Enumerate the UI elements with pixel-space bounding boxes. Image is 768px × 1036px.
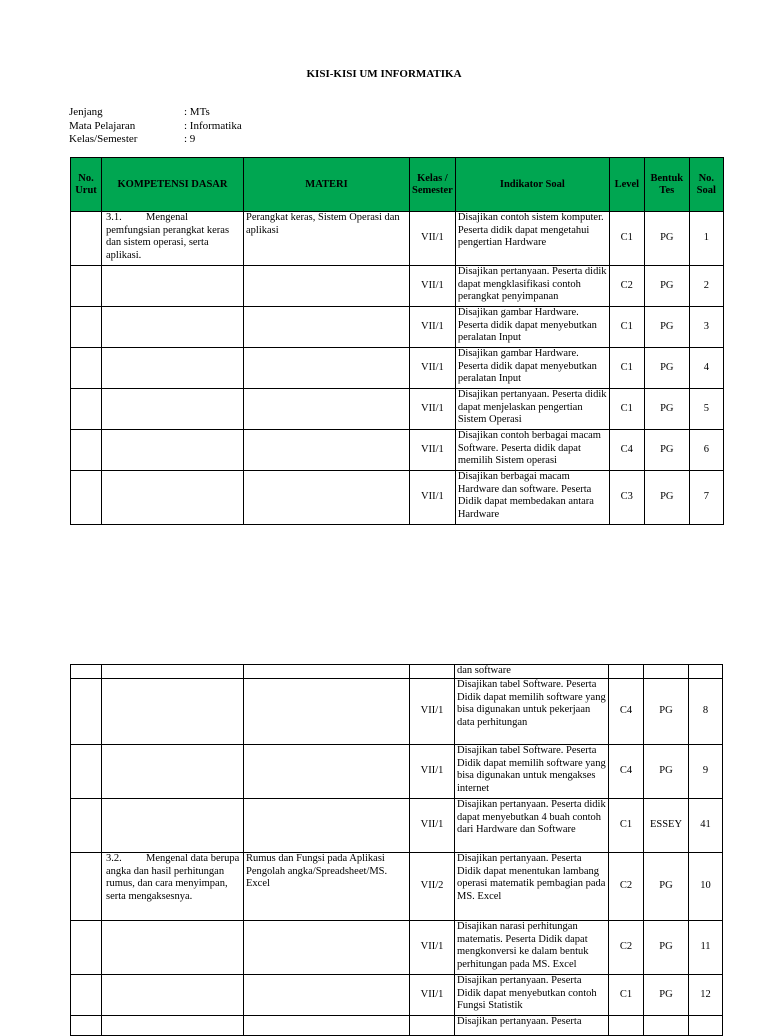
- cell-kompetensi: [102, 665, 244, 679]
- kd-text: Mengenal data berupa angka dan hasil perhitungan rumus, dan cara menyimpan, serta mengaksesnya.: [106, 853, 240, 902]
- cell-indikator: Disajikan contoh sistem komputer. Peserta didik dapat mengetahui pengertian Hardware: [455, 212, 609, 266]
- cell-level: C1: [609, 975, 644, 1016]
- meta-row-mapel: [69, 120, 242, 134]
- table-header-row: [71, 158, 724, 212]
- cell-bentuk: PG: [644, 745, 689, 799]
- cell-no-soal: 12: [689, 975, 723, 1016]
- cell-bentuk: [644, 1016, 689, 1036]
- cell-bentuk: PG: [644, 430, 689, 471]
- cell-indikator: Disajikan pertanyaan. Peserta: [455, 1016, 609, 1036]
- cell-kelas: VII/1: [410, 679, 455, 745]
- cell-no-soal: 5: [689, 389, 723, 430]
- cell-no-soal: 1: [689, 212, 723, 266]
- cell-indikator: Disajikan berbagai macam Hardware dan software. Peserta Didik dapat membedakan antara Hardware: [455, 471, 609, 525]
- cell-kompetensi: [102, 430, 244, 471]
- cell-no-urut: [71, 799, 102, 853]
- cell-no-soal: 8: [689, 679, 723, 745]
- cell-level: C4: [609, 679, 644, 745]
- cell-no-soal: 6: [689, 430, 723, 471]
- table-row: [71, 853, 723, 921]
- cell-indikator: Disajikan contoh berbagai macam Software. Peserta didik dapat memilih Sistem operasi: [455, 430, 609, 471]
- header-kompetensi: KOMPETENSI DASAR: [102, 158, 244, 212]
- meta-row-kelas: [69, 133, 242, 147]
- cell-indikator: Disajikan tabel Software. Peserta Didik dapat memilih software yang bisa digunakan untuk mengakses internet: [455, 745, 609, 799]
- cell-level: C1: [609, 799, 644, 853]
- cell-materi: [244, 1016, 410, 1036]
- cell-kelas: VII/1: [410, 921, 455, 975]
- cell-bentuk: PG: [644, 921, 689, 975]
- cell-no-soal: 2: [689, 266, 723, 307]
- kd-number: 3.2.: [106, 853, 122, 864]
- header-level: Level: [609, 158, 644, 212]
- cell-materi: [244, 745, 410, 799]
- cell-kompetensi: [102, 212, 244, 266]
- cell-no-urut: [71, 921, 102, 975]
- cell-no-soal: 41: [689, 799, 723, 853]
- cell-materi: [244, 975, 410, 1016]
- cell-materi: [244, 389, 410, 430]
- cell-materi: [244, 348, 410, 389]
- document-meta: [69, 106, 242, 147]
- cell-kelas: VII/2: [410, 853, 455, 921]
- cell-no-urut: [71, 745, 102, 799]
- cell-level: C1: [609, 212, 644, 266]
- cell-kelas: VII/1: [410, 348, 456, 389]
- table-row: [71, 921, 723, 975]
- cell-bentuk: PG: [644, 212, 689, 266]
- cell-no-urut: [71, 853, 102, 921]
- cell-no-urut: [71, 679, 102, 745]
- cell-materi: [244, 921, 410, 975]
- cell-kompetensi: [102, 921, 244, 975]
- cell-kompetensi: [102, 1016, 244, 1036]
- cell-no-soal: 9: [689, 745, 723, 799]
- kisi-kisi-table-page1: [70, 157, 724, 525]
- cell-no-urut: [71, 212, 102, 266]
- cell-no-urut: [71, 266, 102, 307]
- cell-level: C1: [609, 348, 644, 389]
- cell-kompetensi: [102, 471, 244, 525]
- cell-bentuk: PG: [644, 471, 689, 525]
- cell-materi: [244, 471, 410, 525]
- cell-level: C1: [609, 389, 644, 430]
- meta-row-jenjang: [69, 106, 242, 120]
- cell-materi: [244, 430, 410, 471]
- cell-indikator: Disajikan pertanyaan. Peserta didik dapat mengklasifikasi contoh perangkat penyimpanan: [455, 266, 609, 307]
- table-row: [71, 212, 724, 266]
- cell-indikator: Disajikan pertanyaan. Peserta Didik dapat menyebutkan contoh Fungsi Statistik: [455, 975, 609, 1016]
- cell-kelas: VII/1: [410, 430, 456, 471]
- cell-materi: [244, 665, 410, 679]
- cell-kelas: VII/1: [410, 975, 455, 1016]
- cell-kompetensi: [102, 975, 244, 1016]
- cell-materi: [244, 266, 410, 307]
- cell-no-urut: [71, 975, 102, 1016]
- cell-kelas: VII/1: [410, 266, 456, 307]
- cell-indikator: Disajikan pertanyaan. Peserta didik dapat menyebutkan 4 buah contoh dari Hardware dan Software: [455, 799, 609, 853]
- cell-level: C2: [609, 853, 644, 921]
- kd-number: 3.1.: [106, 212, 122, 223]
- cell-no-urut: [71, 389, 102, 430]
- meta-value: : 9: [184, 133, 196, 145]
- cell-materi: [244, 307, 410, 348]
- meta-value: : Informatika: [184, 119, 242, 132]
- meta-value: : MTs: [184, 106, 210, 118]
- cell-bentuk: PG: [644, 348, 689, 389]
- cell-no-soal: 4: [689, 348, 723, 389]
- header-no-soal: No. Soal: [689, 158, 723, 212]
- header-kelas: Kelas / Semester: [410, 158, 456, 212]
- cell-indikator: Disajikan narasi perhitungan matematis. Peserta Didik dapat mengkonversi ke dalam bentuk perhitungan pada MS. Excel: [455, 921, 609, 975]
- meta-label: Mata Pelajaran: [69, 119, 136, 132]
- cell-materi: Rumus dan Fungsi pada Aplikasi Pengolah angka/Spreadsheet/MS. Excel: [244, 853, 410, 921]
- cell-kelas: [410, 1016, 455, 1036]
- table-row: [71, 665, 723, 679]
- cell-bentuk: PG: [644, 975, 689, 1016]
- cell-no-urut: [71, 430, 102, 471]
- cell-level: C4: [609, 430, 644, 471]
- cell-level: C4: [609, 745, 644, 799]
- cell-bentuk: PG: [644, 679, 689, 745]
- cell-no-urut: [71, 665, 102, 679]
- header-no-urut: No. Urut: [71, 158, 102, 212]
- header-materi: MATERI: [244, 158, 410, 212]
- table-row: [71, 745, 723, 799]
- meta-label: Jenjang: [69, 106, 103, 118]
- cell-indikator: Disajikan gambar Hardware. Peserta didik dapat menyebutkan peralatan Input: [455, 307, 609, 348]
- cell-kompetensi: [102, 745, 244, 799]
- cell-bentuk: PG: [644, 307, 689, 348]
- table-row: [71, 975, 723, 1016]
- cell-bentuk: PG: [644, 853, 689, 921]
- cell-no-soal: [689, 665, 723, 679]
- table-row: [71, 430, 724, 471]
- meta-label: Kelas/Semester: [69, 133, 138, 145]
- cell-kelas: VII/1: [410, 745, 455, 799]
- cell-no-urut: [71, 348, 102, 389]
- cell-level: C3: [609, 471, 644, 525]
- cell-indikator: dan software: [455, 665, 609, 679]
- table-row: [71, 679, 723, 745]
- cell-kompetensi: [102, 389, 244, 430]
- cell-indikator: Disajikan pertanyaan. Peserta didik dapat menjelaskan pengertian Sistem Operasi: [455, 389, 609, 430]
- cell-kompetensi: [102, 348, 244, 389]
- cell-indikator: Disajikan tabel Software. Peserta Didik dapat memilih software yang bisa digunakan untuk pekerjaan data perhitungan: [455, 679, 609, 745]
- cell-no-soal: 7: [689, 471, 723, 525]
- table-row: [71, 799, 723, 853]
- cell-materi: [244, 799, 410, 853]
- table-row: [71, 348, 724, 389]
- header-indikator: Indikator Soal: [455, 158, 609, 212]
- cell-no-urut: [71, 307, 102, 348]
- cell-bentuk: ESSEY: [644, 799, 689, 853]
- table-row: [71, 389, 724, 430]
- table-row: [71, 307, 724, 348]
- cell-kompetensi: [102, 266, 244, 307]
- cell-kelas: VII/1: [410, 389, 456, 430]
- cell-kelas: VII/1: [410, 212, 456, 266]
- cell-kelas: VII/1: [410, 307, 456, 348]
- cell-kelas: VII/1: [410, 799, 455, 853]
- kd-text: Mengenal pemfungsian perangkat keras dan sistem operasi, serta aplikasi.: [106, 212, 230, 261]
- cell-materi: Perangkat keras, Sistem Operasi dan aplikasi: [244, 212, 410, 266]
- cell-level: [609, 1016, 644, 1036]
- table-row: [71, 266, 724, 307]
- cell-materi: [244, 679, 410, 745]
- cell-kompetensi: [102, 307, 244, 348]
- table-row: [71, 471, 724, 525]
- cell-kelas: VII/1: [410, 471, 456, 525]
- document-title: KISI-KISI UM INFORMATIKA: [306, 68, 462, 80]
- cell-bentuk: PG: [644, 389, 689, 430]
- cell-no-urut: [71, 1016, 102, 1036]
- cell-kompetensi: [102, 679, 244, 745]
- cell-kompetensi: [102, 853, 244, 921]
- cell-no-soal: 3: [689, 307, 723, 348]
- cell-no-soal: [689, 1016, 723, 1036]
- cell-no-urut: [71, 471, 102, 525]
- cell-indikator: Disajikan pertanyaan. Peserta Didik dapat menentukan lambang operasi matematik pembagian pada MS. Excel: [455, 853, 609, 921]
- cell-indikator: Disajikan gambar Hardware. Peserta didik dapat menyebutkan peralatan Input: [455, 348, 609, 389]
- header-bentuk: Bentuk Tes: [644, 158, 689, 212]
- kisi-kisi-table-page2: [70, 664, 723, 1036]
- cell-kelas: [410, 665, 455, 679]
- table-row: [71, 1016, 723, 1036]
- cell-bentuk: [644, 665, 689, 679]
- cell-level: [609, 665, 644, 679]
- cell-no-soal: 10: [689, 853, 723, 921]
- cell-level: C2: [609, 921, 644, 975]
- cell-level: C2: [609, 266, 644, 307]
- cell-kompetensi: [102, 799, 244, 853]
- cell-bentuk: PG: [644, 266, 689, 307]
- cell-level: C1: [609, 307, 644, 348]
- cell-no-soal: 11: [689, 921, 723, 975]
